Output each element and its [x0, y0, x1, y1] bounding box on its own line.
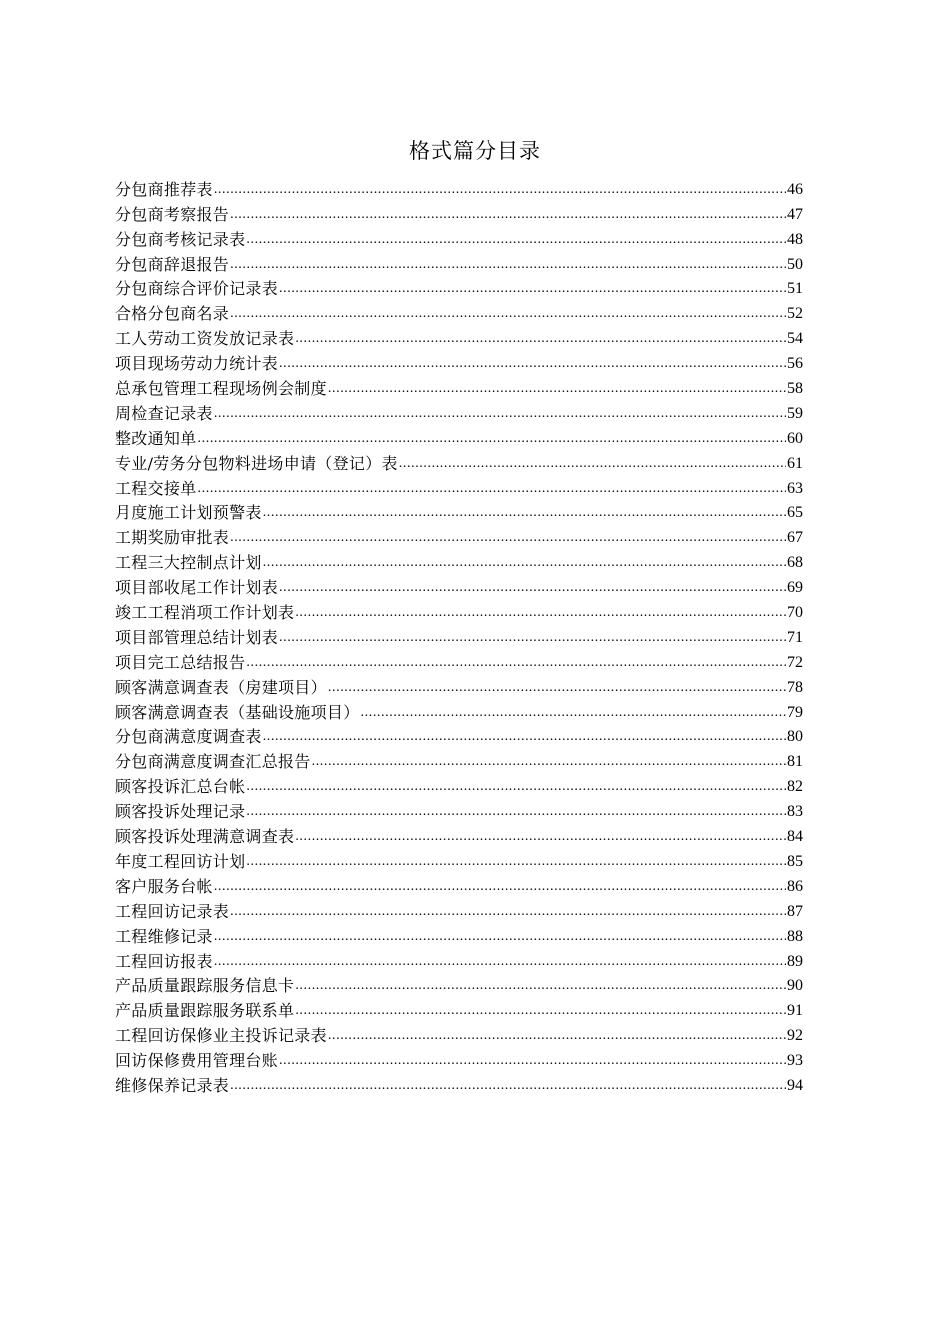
toc-entry-page-number: 47 [787, 205, 803, 223]
toc-entry-label: 周检查记录表 [115, 403, 213, 423]
toc-dot-leader [279, 1051, 786, 1071]
toc-entry[interactable] [115, 523, 803, 548]
toc-entry-label: 顾客满意调查表（房建项目） [115, 677, 327, 697]
toc-entry[interactable] [115, 648, 803, 673]
toc-entry-page-number: 65 [787, 504, 803, 522]
toc-dot-leader [214, 404, 786, 424]
toc-entry-page-number: 79 [787, 703, 803, 721]
toc-dot-leader [230, 304, 786, 324]
toc-entry[interactable] [115, 897, 803, 922]
toc-entry-label: 工程回访记录表 [115, 901, 230, 921]
toc-entry[interactable] [115, 275, 803, 300]
toc-entry-page-number: 80 [787, 728, 803, 746]
toc-entry[interactable] [115, 374, 803, 399]
toc-entry-page-number: 60 [787, 429, 803, 447]
toc-entry-label: 总承包管理工程现场例会制度 [115, 379, 327, 399]
toc-entry-label: 合格分包商名录 [115, 304, 230, 324]
toc-dot-leader [230, 255, 786, 275]
toc-entry-page-number: 84 [787, 828, 803, 846]
toc-entry-page-number: 78 [787, 678, 803, 696]
toc-dot-leader [198, 479, 786, 499]
toc-entry-page-number: 92 [787, 1027, 803, 1045]
toc-entry[interactable] [115, 747, 803, 772]
toc-dot-leader [230, 902, 786, 922]
toc-entry-label: 客户服务台帐 [115, 876, 213, 896]
toc-entry[interactable] [115, 1046, 803, 1071]
toc-entry-page-number: 81 [787, 753, 803, 771]
toc-entry-page-number: 50 [787, 255, 803, 273]
toc-entry[interactable] [115, 822, 803, 847]
toc-dot-leader [246, 852, 786, 872]
toc-entry[interactable] [115, 947, 803, 972]
toc-entry-label: 月度施工计划预警表 [115, 503, 262, 523]
toc-dot-leader [230, 205, 786, 225]
toc-entry-label: 工人劳动工资发放记录表 [115, 329, 295, 349]
toc-entry-label: 顾客投诉汇总台帐 [115, 777, 246, 797]
toc-entry-label: 维修保养记录表 [115, 1075, 230, 1095]
toc-dot-leader [230, 528, 786, 548]
toc-dot-leader [328, 1026, 786, 1046]
toc-entry-label: 顾客投诉处理满意调查表 [115, 827, 295, 847]
toc-dot-leader [246, 653, 786, 673]
toc-entry-page-number: 94 [787, 1076, 803, 1094]
toc-dot-leader [328, 678, 786, 698]
toc-entry[interactable] [115, 922, 803, 947]
toc-entry-page-number: 67 [787, 529, 803, 547]
toc-dot-leader [230, 1076, 786, 1096]
toc-entry-label: 竣工工程消项工作计划表 [115, 603, 295, 623]
toc-dot-leader [214, 927, 786, 947]
toc-entry-page-number: 61 [787, 454, 803, 472]
toc-dot-leader [246, 802, 786, 822]
toc-entry[interactable] [115, 1021, 803, 1046]
toc-entry-label: 分包商推荐表 [115, 179, 213, 199]
toc-entry-page-number: 63 [787, 479, 803, 497]
toc-entry-page-number: 58 [787, 380, 803, 398]
toc-dot-leader [295, 827, 786, 847]
toc-dot-leader [361, 703, 786, 723]
toc-title: 格式篇分目录 [409, 139, 541, 163]
toc-entry-page-number: 89 [787, 952, 803, 970]
toc-entry[interactable] [115, 698, 803, 723]
toc-entry[interactable] [115, 772, 803, 797]
toc-entry-page-number: 69 [787, 579, 803, 597]
toc-entry-page-number: 68 [787, 554, 803, 572]
toc-entry-page-number: 48 [787, 230, 803, 248]
toc-entry[interactable] [115, 399, 803, 424]
toc-entry-label: 工程回访保修业主投诉记录表 [115, 1026, 327, 1046]
toc-dot-leader [214, 952, 786, 972]
toc-entry-label: 工程交接单 [115, 478, 197, 498]
toc-dot-leader [214, 180, 786, 200]
toc-entry[interactable] [115, 673, 803, 698]
toc-entry-label: 分包商满意度调查表 [115, 727, 262, 747]
toc-dot-leader [246, 777, 786, 797]
toc-entry[interactable] [115, 996, 803, 1021]
toc-entry[interactable] [115, 175, 803, 200]
toc-entry[interactable] [115, 299, 803, 324]
toc-dot-leader [279, 578, 786, 598]
toc-entry-page-number: 87 [787, 902, 803, 920]
toc-entry-label: 分包商考核记录表 [115, 229, 246, 249]
toc-entry[interactable] [115, 449, 803, 474]
toc-dot-leader [295, 1001, 786, 1021]
toc-dot-leader [246, 230, 786, 250]
toc-entry-page-number: 83 [787, 803, 803, 821]
toc-entry-label: 分包商满意度调查汇总报告 [115, 752, 311, 772]
toc-entry[interactable] [115, 349, 803, 374]
toc-entry-label: 回访保修费用管理台账 [115, 1051, 279, 1071]
toc-entry[interactable] [115, 972, 803, 997]
toc-entry-page-number: 46 [787, 180, 803, 198]
toc-dot-leader [279, 354, 786, 374]
toc-entry-page-number: 52 [787, 305, 803, 323]
toc-entry-label: 工程三大控制点计划 [115, 553, 262, 573]
toc-entry[interactable] [115, 797, 803, 822]
toc-dot-leader [295, 329, 786, 349]
toc-entry-page-number: 56 [787, 355, 803, 373]
toc-entry-label: 产品质量跟踪服务联系单 [115, 1001, 295, 1021]
toc-entry-label: 产品质量跟踪服务信息卡 [115, 976, 295, 996]
toc-entry-page-number: 51 [787, 280, 803, 298]
toc-entry-page-number: 54 [787, 330, 803, 348]
toc-entry-page-number: 59 [787, 404, 803, 422]
toc-entry[interactable] [115, 324, 803, 349]
toc-entry-label: 工程维修记录 [115, 926, 213, 946]
toc-entry[interactable] [115, 1071, 803, 1096]
toc-entry-page-number: 91 [787, 1002, 803, 1020]
toc-entry-label: 整改通知单 [115, 428, 197, 448]
toc-entry[interactable] [115, 847, 803, 872]
toc-entry-page-number: 90 [787, 977, 803, 995]
toc-entry-label: 分包商考察报告 [115, 204, 230, 224]
toc-entry-label: 顾客满意调查表（基础设施项目） [115, 702, 360, 722]
toc-entry[interactable] [115, 499, 803, 524]
toc-entry-label: 工程回访报表 [115, 951, 213, 971]
toc-entry-label: 专业/劳务分包物料进场申请（登记）表 [115, 453, 398, 473]
toc-entry-label: 分包商综合评价记录表 [115, 279, 279, 299]
toc-entry[interactable] [115, 200, 803, 225]
toc-entry[interactable] [115, 225, 803, 250]
toc-entry[interactable] [115, 872, 803, 897]
toc-dot-leader [295, 976, 786, 996]
toc-dot-leader [399, 454, 786, 474]
toc-dot-leader [328, 379, 786, 399]
toc-entry[interactable] [115, 723, 803, 748]
toc-entry-label: 顾客投诉处理记录 [115, 802, 246, 822]
toc-entry-page-number: 82 [787, 778, 803, 796]
toc-entry-page-number: 88 [787, 927, 803, 945]
toc-dot-leader [312, 752, 786, 772]
toc-entry[interactable] [115, 548, 803, 573]
toc-entry-page-number: 72 [787, 653, 803, 671]
toc-entry-label: 项目现场劳动力统计表 [115, 354, 279, 374]
toc-entry-label: 项目完工总结报告 [115, 652, 246, 672]
toc-dot-leader [263, 503, 786, 523]
toc-entry-page-number: 86 [787, 877, 803, 895]
toc-entry[interactable] [115, 573, 803, 598]
toc-entry-page-number: 93 [787, 1052, 803, 1070]
toc-entry-page-number: 70 [787, 604, 803, 622]
toc-dot-leader [263, 727, 786, 747]
toc-entry-label: 工期奖励审批表 [115, 528, 230, 548]
toc-dot-leader [279, 279, 786, 299]
toc-entry[interactable] [115, 250, 803, 275]
toc-entry[interactable] [115, 598, 803, 623]
toc-dot-leader [198, 429, 786, 449]
toc-list [115, 175, 803, 1096]
toc-dot-leader [295, 603, 786, 623]
toc-dot-leader [214, 877, 786, 897]
toc-entry-label: 分包商辞退报告 [115, 254, 230, 274]
toc-entry-page-number: 71 [787, 628, 803, 646]
toc-entry[interactable] [115, 424, 803, 449]
toc-entry-label: 项目部管理总结计划表 [115, 627, 279, 647]
toc-entry[interactable] [115, 474, 803, 499]
toc-entry-page-number: 85 [787, 852, 803, 870]
toc-entry-label: 项目部收尾工作计划表 [115, 578, 279, 598]
toc-dot-leader [263, 553, 786, 573]
toc-entry[interactable] [115, 623, 803, 648]
toc-dot-leader [279, 628, 786, 648]
toc-entry-label: 年度工程回访计划 [115, 851, 246, 871]
